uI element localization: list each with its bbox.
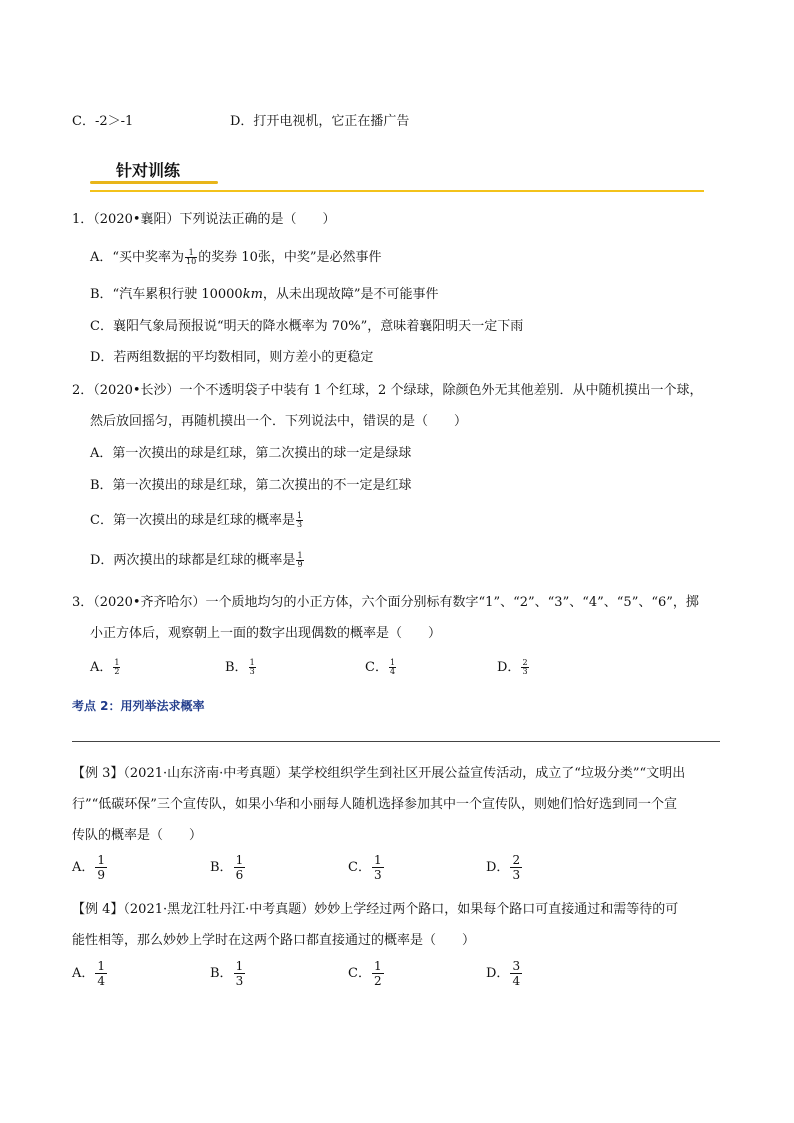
ex3-option-d: [486, 853, 523, 882]
ex3-c-numerator: 1: [373, 853, 382, 867]
q1-stem: 1．（2020•襄阳）下列说法正确的是（ ）: [72, 212, 336, 227]
q1-a-suffix: 的奖券 10张，中奖”是必然事件: [198, 250, 382, 265]
q2-c-fraction: [296, 512, 303, 529]
section-divider: [90, 190, 704, 192]
ex3-stem-line2: 行”“低碳环保”三个宣传队，如果小华和小丽每人随机选择参加其中一个宣传队，则她们恰好选到同一个宣: [72, 797, 677, 812]
q2-option-b: B．第一次摸出的球是红球，第二次摸出的不一定是红球: [90, 478, 412, 493]
q3-a-numerator: 1: [114, 658, 120, 667]
ex3-d-fraction: [510, 853, 522, 882]
ex4-d-label: D．: [486, 966, 510, 981]
ex4-c-label: C．: [348, 966, 371, 981]
q3-d-fraction: [521, 659, 528, 676]
q2-c-denominator: 3: [296, 520, 303, 529]
ex3-b-label: B．: [210, 860, 233, 875]
q1-option-a: [90, 246, 382, 266]
option-c-top: C．-2＞-1: [72, 114, 134, 129]
ex4-a-fraction: [95, 959, 107, 988]
ex3-b-denominator: 6: [235, 868, 244, 882]
q3-stem-line2: 小正方体后，观察朝上一面的数字出现偶数的概率是（ ）: [90, 626, 442, 641]
q1-b-unit: km: [242, 287, 263, 302]
ex4-b-label: B．: [210, 966, 233, 981]
ex3-d-numerator: 2: [512, 853, 521, 867]
ex3-b-fraction: [234, 853, 246, 882]
q3-d-denominator: 3: [522, 667, 528, 676]
ex3-a-numerator: 1: [97, 853, 106, 867]
ex3-stem-line3: 传队的概率是（ ）: [72, 828, 203, 843]
q1-option-c: C．襄阳气象局预报说“明天的降水概率为 70%”，意味着襄阳明天一定下雨: [90, 319, 524, 334]
ex3-a-denominator: 9: [97, 868, 106, 882]
q2-c-prefix: C．第一次摸出的球是红球的概率是: [90, 513, 295, 528]
ex4-b-denominator: 3: [235, 974, 244, 988]
ex3-option-c: [348, 853, 385, 882]
q2-d-prefix: D．两次摸出的球都是红球的概率是: [90, 553, 296, 568]
ex4-b-numerator: 1: [235, 959, 244, 973]
ex4-a-denominator: 4: [97, 974, 106, 988]
q3-b-denominator: 3: [249, 667, 255, 676]
section-underline-accent: [90, 181, 218, 184]
q3-option-a: [90, 656, 121, 676]
ex3-option-a: [72, 853, 108, 882]
ex4-option-b: [210, 959, 246, 988]
q3-b-fraction: [249, 659, 256, 676]
ex3-d-denominator: 3: [512, 868, 521, 882]
ex4-d-fraction: [510, 959, 522, 988]
q3-b-label: B．: [225, 660, 248, 675]
q3-stem-line1: 3．（2020•齐齐哈尔）一个质地均匀的小正方体，六个面分别标有数字“1”、“2”、“3”、“4”、“5”、“6”，掷: [72, 595, 699, 610]
q2-stem-line1: 2．（2020•长沙）一个不透明袋子中装有 1 个红球，2 个绿球，除颜色外无其他差别．从中随机摸出一个球，: [72, 383, 703, 398]
ex3-a-label: A．: [72, 860, 95, 875]
ex4-a-numerator: 1: [97, 959, 106, 973]
topic-divider: [72, 741, 720, 742]
q2-d-numerator: 1: [297, 551, 303, 560]
q3-c-fraction: [389, 659, 396, 676]
q3-option-d: [497, 656, 530, 676]
q3-d-numerator: 2: [522, 658, 528, 667]
ex4-c-fraction: [372, 959, 384, 988]
ex4-c-numerator: 1: [373, 959, 382, 973]
q1-a-denominator: 10: [186, 257, 197, 266]
q3-a-label: A．: [90, 660, 113, 675]
q2-option-c: [90, 509, 304, 529]
ex4-stem-line1: 【例 4】（2021·黑龙江牡丹江·中考真题）妙妙上学经过两个路口，如果每个路口可直接通过和需等待的可: [72, 902, 679, 917]
q2-d-denominator: 9: [297, 560, 303, 569]
ex3-stem-line1: 【例 3】（2021·山东济南·中考真题）某学校组织学生到社区开展公益宣传活动，成立了“垃圾分类”“文明出: [72, 766, 686, 781]
q3-a-fraction: [113, 659, 120, 676]
q3-b-numerator: 1: [249, 658, 255, 667]
ex3-option-b: [210, 853, 246, 882]
ex4-b-fraction: [234, 959, 246, 988]
q3-d-label: D．: [497, 660, 521, 675]
q3-option-c: [365, 656, 397, 676]
ex4-d-denominator: 4: [512, 974, 521, 988]
ex4-c-denominator: 2: [373, 974, 382, 988]
q2-c-numerator: 1: [296, 511, 303, 520]
q3-a-denominator: 2: [114, 667, 120, 676]
q3-c-numerator: 1: [389, 658, 396, 667]
q1-b-prefix: B．“汽车累积行驶 10000: [90, 287, 243, 302]
topic-2-title: 考点 2：用列举法求概率: [72, 699, 205, 713]
q1-a-fraction: [185, 249, 197, 266]
ex4-a-label: A．: [72, 966, 95, 981]
ex3-d-label: D．: [486, 860, 510, 875]
section-title: 针对训练: [116, 161, 181, 180]
q1-b-suffix: ，从未出现故障”是不可能事件: [262, 287, 439, 302]
q1-a-prefix: A．“买中奖率为: [90, 250, 185, 265]
q2-d-fraction: [296, 552, 303, 569]
q2-option-a: A．第一次摸出的球是红球，第二次摸出的球一定是绿球: [90, 446, 412, 461]
ex4-stem-line2: 能性相等，那么妙妙上学时在这两个路口都直接通过的概率是（ ）: [72, 933, 476, 948]
q1-option-d: D．若两组数据的平均数相同，则方差小的更稳定: [90, 350, 374, 365]
ex4-option-a: [72, 959, 108, 988]
option-d-top: D．打开电视机，它正在播广告: [230, 114, 410, 129]
ex3-a-fraction: [95, 853, 107, 882]
ex4-option-d: [486, 959, 523, 988]
ex3-c-label: C．: [348, 860, 371, 875]
q2-stem-line2: 然后放回摇匀，再随机摸出一个．下列说法中，错误的是（ ）: [90, 414, 468, 429]
ex4-option-c: [348, 959, 385, 988]
ex4-d-numerator: 3: [512, 959, 521, 973]
q1-option-b: [90, 283, 439, 302]
q3-c-label: C．: [365, 660, 388, 675]
q1-a-numerator: 1: [188, 248, 194, 257]
ex3-b-numerator: 1: [235, 853, 244, 867]
q3-option-b: [225, 656, 257, 676]
q2-option-d: [90, 549, 305, 569]
q3-c-denominator: 4: [389, 667, 396, 676]
ex3-c-denominator: 3: [373, 868, 382, 882]
ex3-c-fraction: [372, 853, 384, 882]
